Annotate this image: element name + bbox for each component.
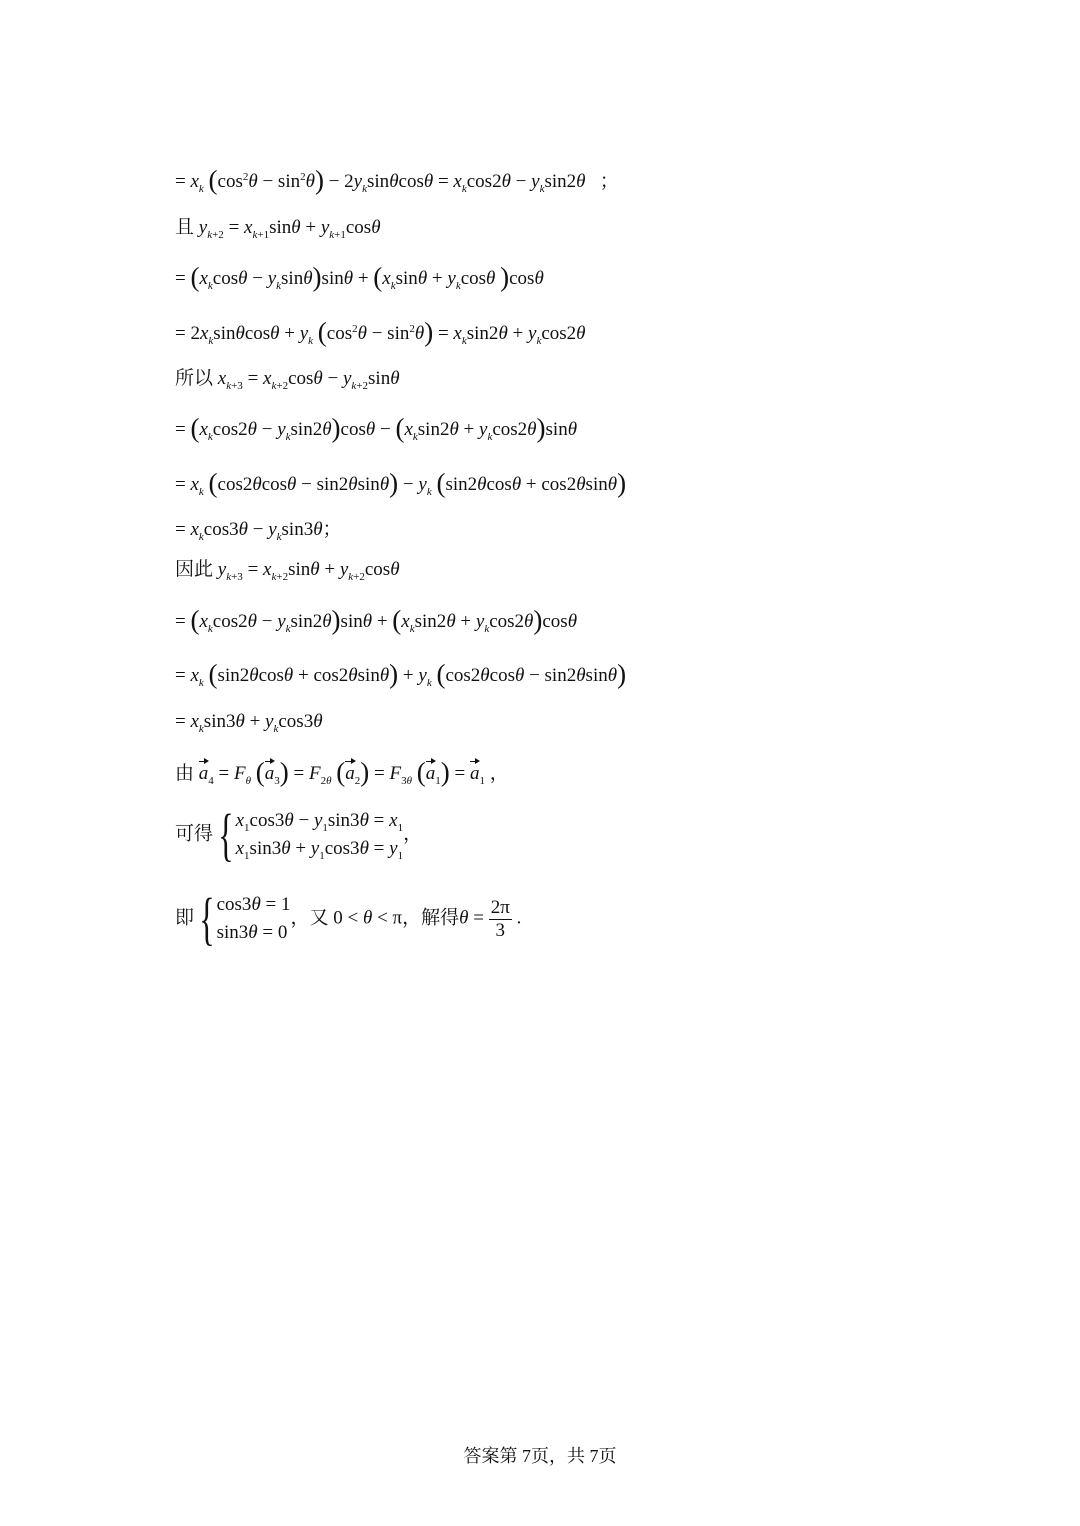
- period: .: [516, 907, 522, 929]
- eq-line-6: = $(x_k\cos 2\theta - y_k\sin 2\theta)\cos\theta - (x_k\sin 2\theta + y_k\cos 2\theta)\sin\theta$: [175, 413, 578, 443]
- eq-line-2: 且 $y_{k+2} = x_{k+1}\sin\theta + y_{k+1}\cos\theta$: [175, 217, 381, 241]
- label-kede: 可得: [175, 823, 214, 845]
- eq-line-7: = $x_k$ $(\cos 2\theta\cos\theta - \sin 2\theta\sin\theta) - y_k$ (sin2θcosθ + cos2θsinθ): [175, 468, 627, 498]
- label-you: 由: [175, 763, 195, 784]
- label-you2: ，又: [290, 907, 329, 929]
- equation-system: { $x_1\cos 3\theta - y_1\sin 3\theta = x_1$ $x_1\sin 3\theta + y_1\cos 3\theta = y_1$: [218, 802, 404, 867]
- eq-line-8: = $x_k\cos 3\theta - y_k\sin 3\theta$；: [175, 519, 342, 543]
- fraction: $\frac{2\pi}{3}$: [490, 896, 510, 941]
- label-yinci: 因此: [175, 559, 214, 580]
- semicolon: ；: [322, 519, 342, 540]
- equation-system: { cos3θ = 1 sin3θ = 0: [199, 886, 291, 951]
- label-qie: 且: [175, 217, 195, 238]
- label-suoyi: 所以: [175, 368, 214, 389]
- eq-line-1: = $x_k$ $(\cos^2\theta - \sin^2\theta) - 2y_k\sin\theta\cos\theta = x_k\cos 2\theta - y_k\sin 2\theta$ ；: [175, 165, 619, 195]
- label-ji: 即: [175, 907, 195, 929]
- comma: ，: [489, 763, 509, 784]
- eq-line-3: = $(x_k\cos\theta - y_k\sin\theta)\sin\theta + (x_k\sin\theta + y_k\cos\theta$ )cosθ: [175, 262, 544, 292]
- comma: ，: [403, 823, 423, 845]
- label-jiede: ，解得: [402, 907, 460, 929]
- eq-line-11: = $x_k$ $(\sin 2\theta\cos\theta + \cos 2\theta\sin\theta) + y_k$ (cos2θcosθ − sin2θsinθ): [175, 659, 627, 689]
- eq-line-15: 即 { cos3θ = 1 sin3θ = 0 ，又 0 < θ < π，解得θ = $\frac{2\pi}{3}$ .: [175, 886, 522, 951]
- page-footer: 答案第 7页，共 7页: [463, 1446, 617, 1466]
- eq-line-13: 由 $a_4 = F_\theta$ $(a_3) = F_{2\theta}$ $(a_2) = F_{3\theta}$ $(a_1) = a_1$ ，: [175, 757, 509, 787]
- eq-line-12: = $x_k\sin 3\theta + y_k\cos 3\theta$: [175, 711, 323, 735]
- eq-line-4: = $2x_k\sin\theta\cos\theta + y_k$ $(\cos^2\theta - \sin^2\theta) = x_k\sin 2\theta + y_k\cos 2\theta$: [175, 317, 586, 347]
- semicolon: ；: [599, 171, 619, 192]
- eq-line-9: 因此 $y_{k+3} = x_{k+2}\sin\theta + y_{k+2}\cos\theta$: [175, 559, 400, 583]
- eq-line-14: [175, 802, 423, 867]
- eq-line-5: 所以 $x_{k+3} = x_{k+2}\cos\theta - y_{k+2}\sin\theta$: [175, 368, 400, 392]
- eq-line-10: = $(x_k\cos 2\theta - y_k\sin 2\theta)\sin\theta + (x_k\sin 2\theta + y_k\cos 2\theta)\cos\theta$: [175, 605, 578, 635]
